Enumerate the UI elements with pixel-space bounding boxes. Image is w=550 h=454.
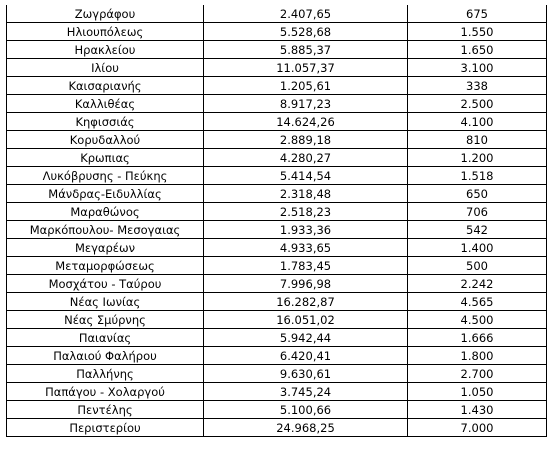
count-cell[interactable]: 2.500 [408,95,547,113]
count-cell[interactable]: 542 [408,221,547,239]
count-cell[interactable]: 7.000 [408,419,547,437]
municipalities-table [6,5,547,437]
municipality-cell[interactable]: Παλλήνης [7,365,204,383]
value-cell[interactable]: 16.282,87 [204,293,408,311]
count-cell[interactable]: 1.200 [408,149,547,167]
table-row [7,239,547,257]
value-cell[interactable]: 6.420,41 [204,347,408,365]
table-row [7,95,547,113]
value-cell[interactable]: 16.051,02 [204,311,408,329]
value-cell[interactable]: 7.996,98 [204,275,408,293]
municipality-cell[interactable]: Μεταμορφώσεως [7,257,204,275]
municipality-cell[interactable]: Κηφισσιάς [7,113,204,131]
table-row [7,23,547,41]
municipality-cell[interactable]: Περιστερίου [7,419,204,437]
value-cell[interactable]: 5.885,37 [204,41,408,59]
count-cell[interactable]: 1.050 [408,383,547,401]
count-cell[interactable]: 706 [408,203,547,221]
count-cell[interactable]: 4.500 [408,311,547,329]
value-cell[interactable]: 1.783,45 [204,257,408,275]
municipality-cell[interactable]: Παλαιού Φαλήρου [7,347,204,365]
count-cell[interactable]: 3.100 [408,59,547,77]
table-row [7,257,547,275]
count-cell[interactable]: 4.565 [408,293,547,311]
table-row [7,365,547,383]
table-row [7,149,547,167]
municipality-cell[interactable]: Ηρακλείου [7,41,204,59]
value-cell[interactable]: 14.624,26 [204,113,408,131]
count-cell[interactable]: 500 [408,257,547,275]
value-cell[interactable]: 5.942,44 [204,329,408,347]
table-row [7,311,547,329]
table-row [7,41,547,59]
count-cell[interactable]: 4.100 [408,113,547,131]
table-row [7,167,547,185]
municipality-cell[interactable]: Ηλιουπόλεως [7,23,204,41]
table-row [7,347,547,365]
municipality-cell[interactable]: Μάνδρας-Ειδυλλίας [7,185,204,203]
table-row [7,185,547,203]
count-cell[interactable]: 650 [408,185,547,203]
municipality-cell[interactable]: Μοσχάτου - Ταύρου [7,275,204,293]
count-cell[interactable]: 1.430 [408,401,547,419]
municipality-cell[interactable]: Καισαριανής [7,77,204,95]
value-cell[interactable]: 2.407,65 [204,5,408,23]
value-cell[interactable]: 2.518,23 [204,203,408,221]
municipality-cell[interactable]: Καλλιθέας [7,95,204,113]
municipality-cell[interactable]: Μαραθώνος [7,203,204,221]
table-row [7,221,547,239]
count-cell[interactable]: 1.800 [408,347,547,365]
table-row [7,113,547,131]
value-cell[interactable]: 8.917,23 [204,95,408,113]
table-row [7,329,547,347]
value-cell[interactable]: 3.745,24 [204,383,408,401]
value-cell[interactable]: 5.100,66 [204,401,408,419]
table-row [7,419,547,437]
count-cell[interactable]: 1.518 [408,167,547,185]
value-cell[interactable]: 1.933,36 [204,221,408,239]
table-row [7,383,547,401]
table-row [7,59,547,77]
count-cell[interactable]: 1.650 [408,41,547,59]
table-row [7,203,547,221]
table-row [7,5,547,23]
count-cell[interactable]: 2.700 [408,365,547,383]
count-cell[interactable]: 1.550 [408,23,547,41]
municipality-cell[interactable]: Μαρκόπουλου- Μεσογαιας [7,221,204,239]
value-cell[interactable]: 11.057,37 [204,59,408,77]
municipality-cell[interactable]: Κορυδαλλού [7,131,204,149]
table-row [7,131,547,149]
table-body [7,5,547,437]
count-cell[interactable]: 338 [408,77,547,95]
count-cell[interactable]: 1.400 [408,239,547,257]
value-cell[interactable]: 4.280,27 [204,149,408,167]
value-cell[interactable]: 9.630,61 [204,365,408,383]
municipality-cell[interactable]: Παιανίας [7,329,204,347]
count-cell[interactable]: 810 [408,131,547,149]
table-row [7,275,547,293]
table-row [7,401,547,419]
municipality-cell[interactable]: Ιλίου [7,59,204,77]
municipality-cell[interactable]: Λυκόβρυσης - Πεύκης [7,167,204,185]
municipality-cell[interactable]: Μεγαρέων [7,239,204,257]
value-cell[interactable]: 24.968,25 [204,419,408,437]
count-cell[interactable]: 675 [408,5,547,23]
value-cell[interactable]: 1.205,61 [204,77,408,95]
value-cell[interactable]: 4.933,65 [204,239,408,257]
table-row [7,293,547,311]
municipality-cell[interactable]: Πεντέλης [7,401,204,419]
value-cell[interactable]: 2.318,48 [204,185,408,203]
value-cell[interactable]: 2.889,18 [204,131,408,149]
municipality-cell[interactable]: Νέας Σμύρνης [7,311,204,329]
count-cell[interactable]: 1.666 [408,329,547,347]
municipality-cell[interactable]: Παπάγου - Χολαργού [7,383,204,401]
value-cell[interactable]: 5.414,54 [204,167,408,185]
value-cell[interactable]: 5.528,68 [204,23,408,41]
table-row [7,77,547,95]
municipality-cell[interactable]: Νέας Ιωνίας [7,293,204,311]
count-cell[interactable]: 2.242 [408,275,547,293]
municipality-cell[interactable]: Ζωγράφου [7,5,204,23]
municipality-cell[interactable]: Κρωπιας [7,149,204,167]
